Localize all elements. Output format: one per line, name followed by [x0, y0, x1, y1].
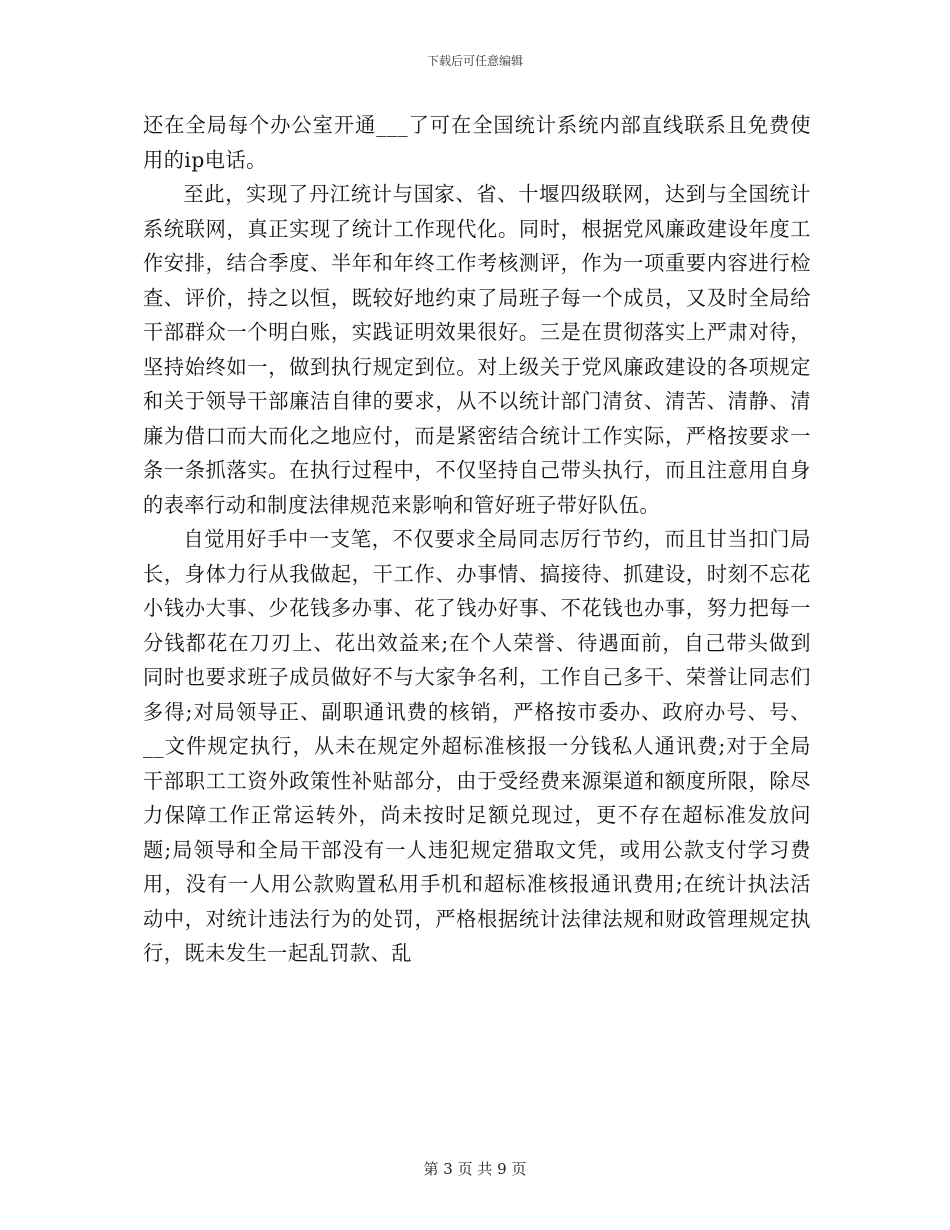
page-header: 下载后可任意编辑 [426, 54, 523, 68]
paragraph: 自觉用好手中一支笔，不仅要求全局同志厉行节约，而且甘当扣门局长，身体力行从我做起，干工作、办事情、搞接待、抓建设，时刻不忘花小钱办大事、少花钱多办事、花了钱办好事、不花钱也办事，努力把每一分钱都花在刀刃上、花出效益来;在个人荣誉、待遇面前，自己带头做到同时也要求班子成员做好不与大家争名利，工作自己多干、荣誉让同志们多得;对局领导正、副职通讯费的核销，严格按市委办、政府办号、号、__文件规定执行，从未在规定外超标准核报一分钱私人通讯费;对于全局干部职工工资外政策性补贴部分，由于受经费来源渠道和额度所限，除尽力保障工作正常运转外，尚未按时足额兑现过，更不存在超标准发放问题;局领导和全局干部没有一人违犯规定猎取文凭，或用公款支付学习费用，没有一人用公款购置私用手机和超标准核报通讯费用;在统计执法活动中，对统计违法行为的处罚，严格根据统计法律法规和财政管理规定执行，既未发生一起乱罚款、乱 [143, 527, 811, 965]
page-number: 第 3 页 共 9 页 [423, 1160, 527, 1178]
paragraph-continuation: 还在全局每个办公室开通___了可在全国统计系统内部直线联系且免费使用的ip电话。 [143, 113, 811, 172]
paragraph: 至此，实现了丹江统计与国家、省、十堰四级联网，达到与全国统计系统联网，真正实现了统计工作现代化。同时，根据党风廉政建设年度工作安排，结合季度、半年和年终工作考核测评，作为一项重要内容进行检查、评价，持之以恒，既较好地约束了局班子每一个成员，又及时全局给干部群众一个明白账，实践证明效果很好。三是在贯彻落实上严肃对待，坚持始终如一，做到执行规定到位。对上级关于党风廉政建设的各项规定和关于领导干部廉洁自律的要求，从不以统计部门清贫、清苦、清静、清廉为借口而大而化之地应付，而是紧密结合统计工作实际，严格按要求一条一条抓落实。在执行过程中，不仅坚持自己带头执行，而且注意用自身的表率行动和制度法律规范来影响和管好班子带好队伍。 [143, 182, 811, 517]
document-body [143, 108, 811, 971]
